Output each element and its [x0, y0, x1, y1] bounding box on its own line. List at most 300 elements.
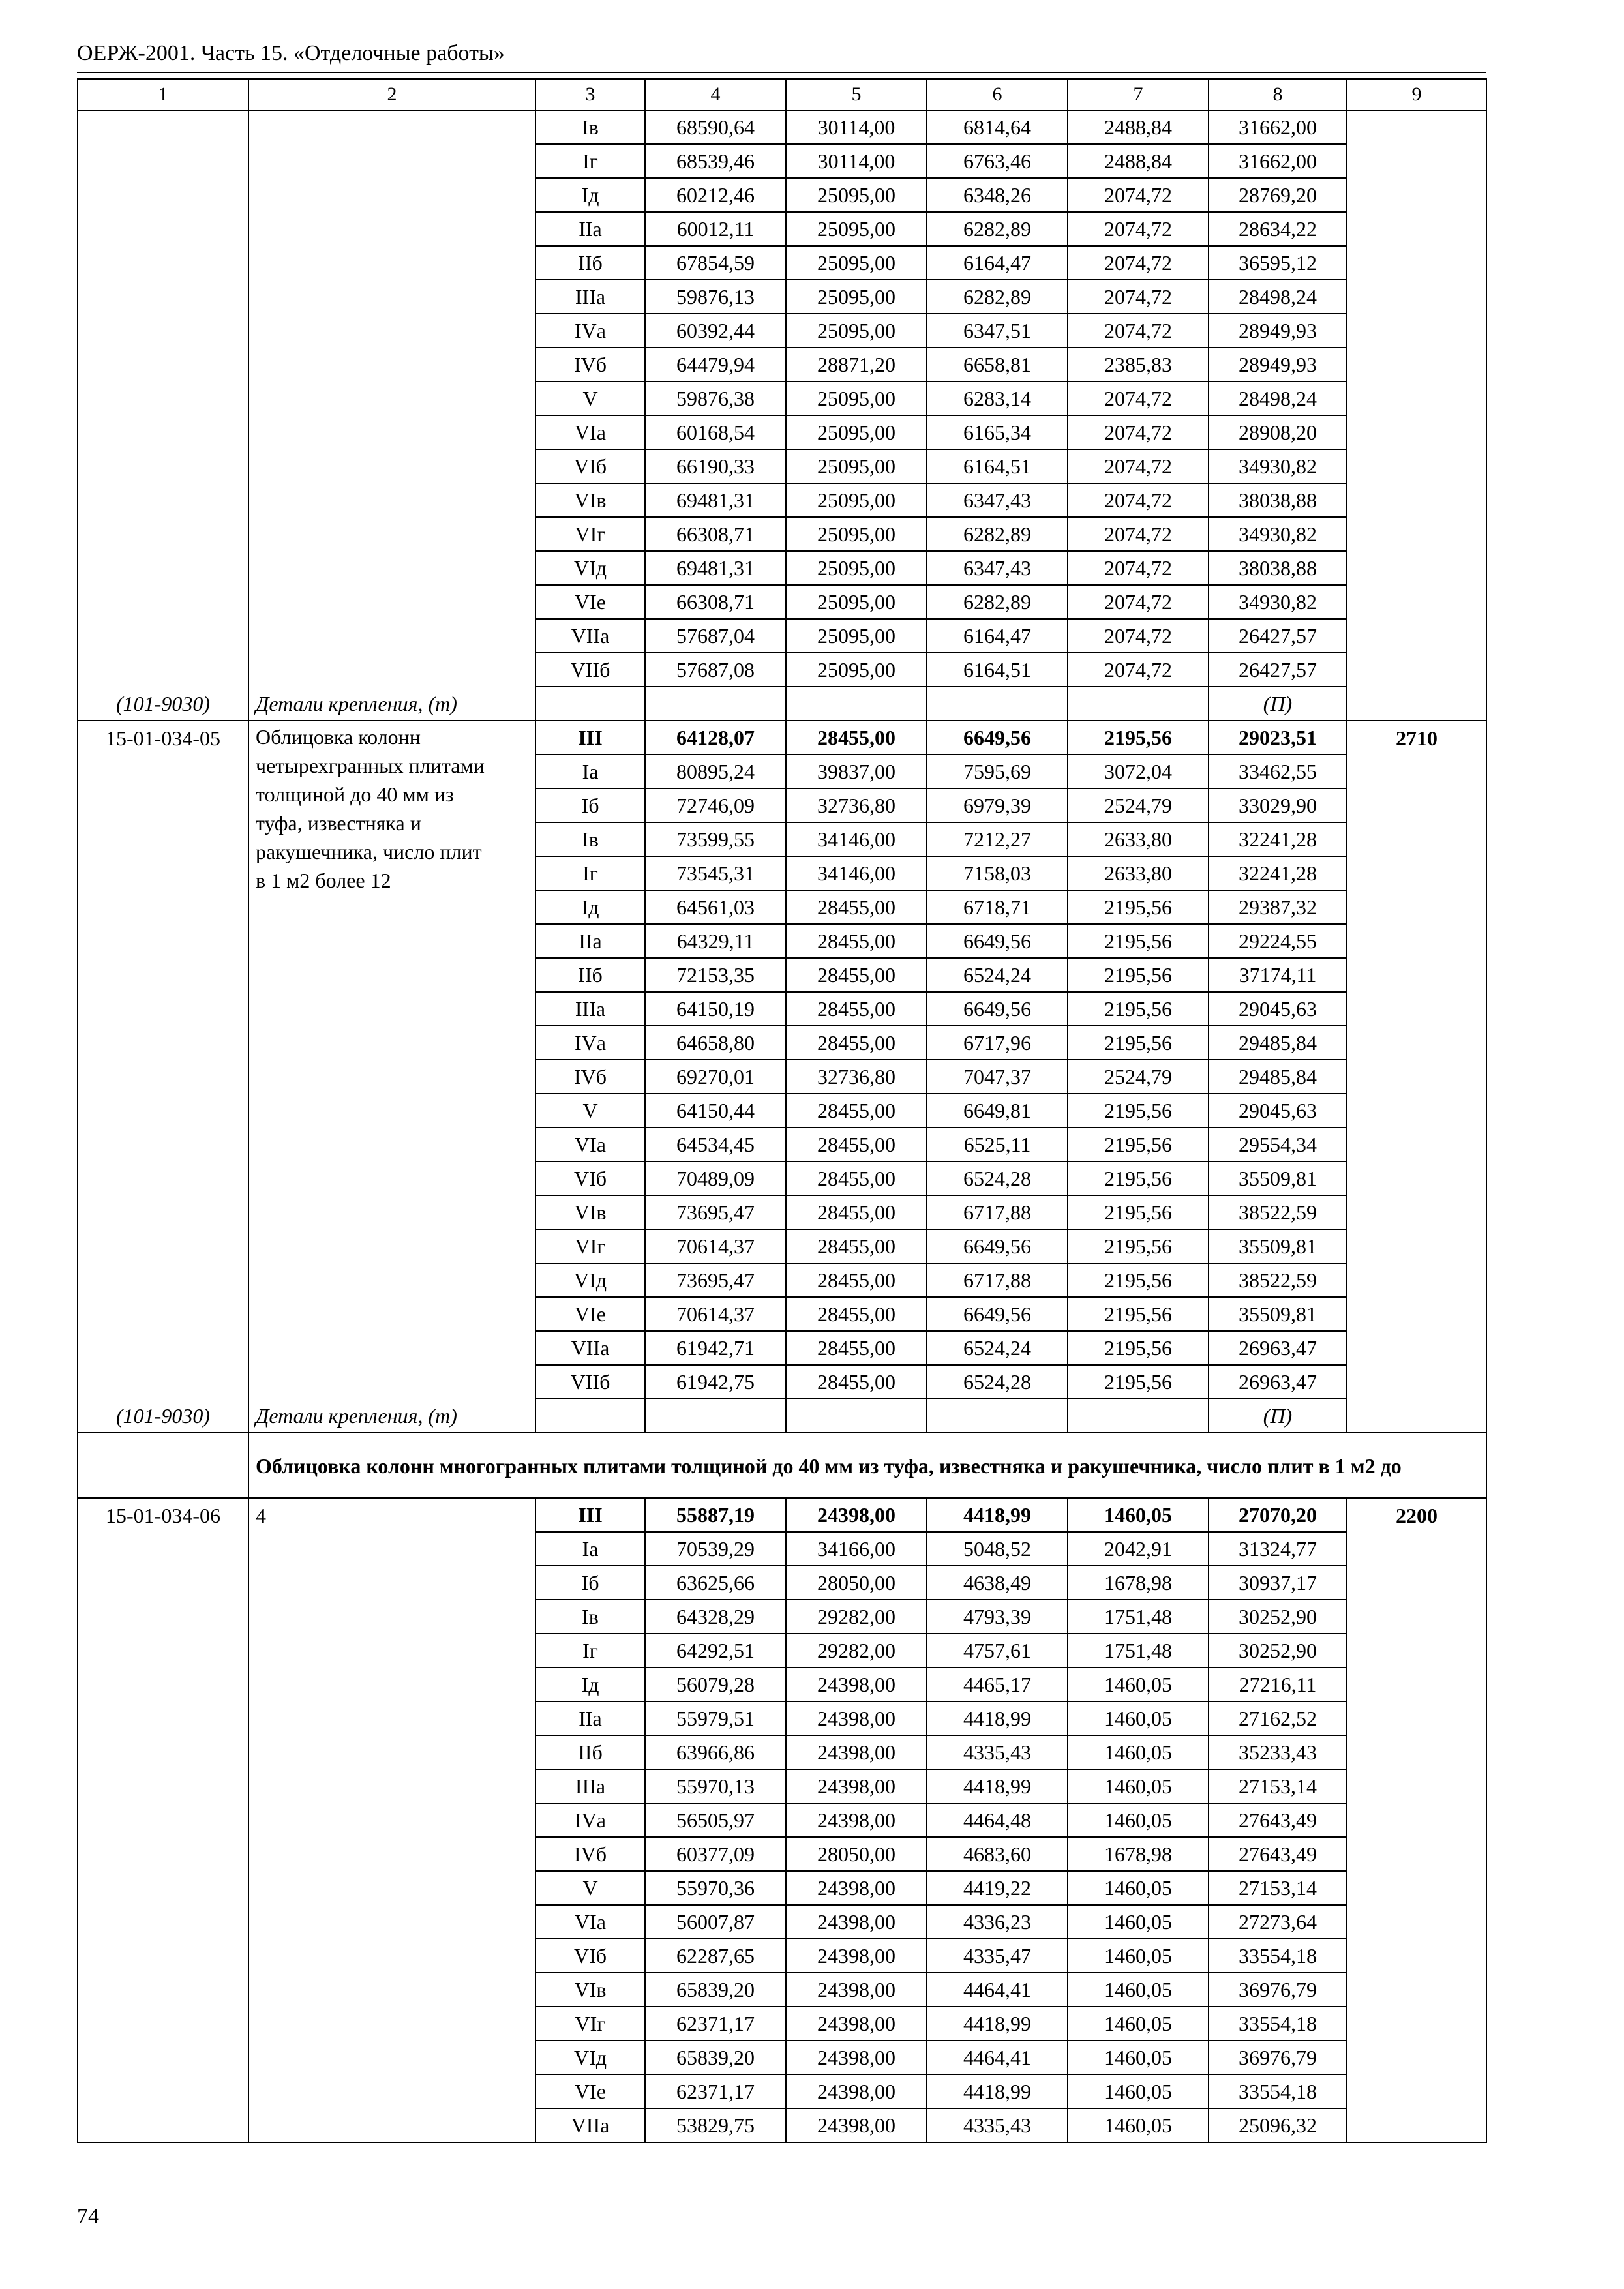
value-cell: 27643,49: [1209, 1803, 1347, 1837]
description-cell: [248, 653, 535, 687]
value-cell: 2074,72: [1068, 449, 1209, 483]
value-cell: 56505,97: [645, 1803, 786, 1837]
value-cell: 6717,88: [927, 1263, 1068, 1297]
column-number: 9: [1347, 79, 1486, 110]
table-row: [78, 924, 1486, 958]
table-row: [78, 1566, 1486, 1600]
code-cell: [78, 212, 248, 246]
description-cell: [248, 212, 535, 246]
column9-cell: [1347, 619, 1486, 653]
value-cell: 2195,56: [1068, 1365, 1209, 1399]
table-row: [78, 1297, 1486, 1331]
code-cell: [78, 415, 248, 449]
region-cell: IIб: [535, 958, 645, 992]
column9-cell: [1347, 1331, 1486, 1365]
value-cell: 25095,00: [786, 314, 927, 348]
value-cell: 65839,20: [645, 1973, 786, 2007]
value-cell: 24398,00: [786, 1973, 927, 2007]
value-cell: 27153,14: [1209, 1769, 1347, 1803]
value-cell: 38522,59: [1209, 1263, 1347, 1297]
value-cell: 24398,00: [786, 1735, 927, 1769]
value-cell: 32241,28: [1209, 822, 1347, 856]
value-cell: 7595,69: [927, 755, 1068, 788]
value-cell: 57687,08: [645, 653, 786, 687]
value-cell: 64658,80: [645, 1026, 786, 1060]
description-cell: [248, 1128, 535, 1161]
value-cell: 72746,09: [645, 788, 786, 822]
description-cell: [248, 1161, 535, 1195]
value-cell: 6348,26: [927, 178, 1068, 212]
value-cell: 24398,00: [786, 2041, 927, 2074]
value-cell: 6649,56: [927, 1297, 1068, 1331]
table-row: [78, 1735, 1486, 1769]
code-cell: [78, 1668, 248, 1701]
value-cell: 35509,81: [1209, 1161, 1347, 1195]
column-number: 1: [78, 79, 248, 110]
value-cell: 28498,24: [1209, 382, 1347, 415]
region-cell: IVа: [535, 314, 645, 348]
region-cell: IIIа: [535, 280, 645, 314]
value-cell: 29282,00: [786, 1634, 927, 1668]
region-cell: Iг: [535, 856, 645, 890]
table-row: [78, 653, 1486, 687]
code-cell: [78, 1735, 248, 1769]
column9-cell: [1347, 1600, 1486, 1634]
value-cell: 28455,00: [786, 1229, 927, 1263]
value-cell: 4418,99: [927, 1498, 1068, 1532]
value-cell: 28634,22: [1209, 212, 1347, 246]
value-cell: 2195,56: [1068, 890, 1209, 924]
description-cell: [248, 178, 535, 212]
column9-cell: [1347, 1026, 1486, 1060]
value-cell: 28455,00: [786, 1195, 927, 1229]
column9-cell: [1347, 1905, 1486, 1939]
fasteners-code: (101-9030): [78, 687, 248, 721]
value-cell: 6525,11: [927, 1128, 1068, 1161]
description-cell: [248, 1837, 535, 1871]
value-cell: 69481,31: [645, 551, 786, 585]
value-cell: 6282,89: [927, 585, 1068, 619]
region-cell: VIв: [535, 483, 645, 517]
description-cell: [248, 110, 535, 144]
section-title: Облицовка колонн многогранных плитами толщиной до 40 мм из туфа, известняка и ракушечника, число плит в 1 м2 до: [248, 1433, 1486, 1498]
value-cell: 64329,11: [645, 924, 786, 958]
value-cell: 33554,18: [1209, 2074, 1347, 2108]
table-row: [78, 110, 1486, 144]
value-cell: 30937,17: [1209, 1566, 1347, 1600]
value-cell: 6524,24: [927, 958, 1068, 992]
value-cell: 33462,55: [1209, 755, 1347, 788]
code-cell: [78, 1297, 248, 1331]
value-cell: 28455,00: [786, 1161, 927, 1195]
value-cell: 55887,19: [645, 1498, 786, 1532]
column9-cell: [1347, 1939, 1486, 1973]
value-cell: 6164,47: [927, 619, 1068, 653]
description-cell: [248, 2007, 535, 2041]
table-row: [78, 1532, 1486, 1566]
value-cell: 1678,98: [1068, 1566, 1209, 1600]
table-row: [78, 2007, 1486, 2041]
value-cell: 59876,38: [645, 382, 786, 415]
code-cell: [78, 2108, 248, 2142]
table-row: [78, 1837, 1486, 1871]
column9-cell: [1347, 1365, 1486, 1399]
value-cell: 2524,79: [1068, 788, 1209, 822]
code-cell: [78, 348, 248, 382]
code-cell: [78, 1365, 248, 1399]
description-cell: [248, 551, 535, 585]
code-cell: [78, 1263, 248, 1297]
value-cell: 28455,00: [786, 1263, 927, 1297]
header-rule: [77, 72, 1486, 73]
value-cell: 38038,88: [1209, 483, 1347, 517]
value-cell: 2524,79: [1068, 1060, 1209, 1094]
table-row: [78, 1871, 1486, 1905]
value-cell: 1460,05: [1068, 1939, 1209, 1973]
value-cell: 6649,56: [927, 992, 1068, 1026]
value-cell: 1460,05: [1068, 2041, 1209, 2074]
description-cell: [248, 382, 535, 415]
column9-cell: [1347, 1094, 1486, 1128]
value-cell: 28949,93: [1209, 348, 1347, 382]
region-cell: Iг: [535, 144, 645, 178]
empty-cell: [78, 1433, 248, 1498]
value-cell: 2488,84: [1068, 144, 1209, 178]
region-cell: IIа: [535, 924, 645, 958]
value-cell: 34146,00: [786, 856, 927, 890]
region-cell: IVа: [535, 1026, 645, 1060]
value-cell: 6164,47: [927, 246, 1068, 280]
column-number: 8: [1209, 79, 1347, 110]
code-cell: 15-01-034-06: [78, 1498, 248, 1532]
value-cell: 34146,00: [786, 822, 927, 856]
value-cell: 60212,46: [645, 178, 786, 212]
value-cell: 24398,00: [786, 1939, 927, 1973]
column9-cell: [1347, 687, 1486, 721]
region-cell: Iд: [535, 178, 645, 212]
table-row: [78, 1026, 1486, 1060]
column9-cell: [1347, 788, 1486, 822]
value-cell: 1460,05: [1068, 1498, 1209, 1532]
code-cell: [78, 992, 248, 1026]
code-cell: [78, 924, 248, 958]
column9-cell: [1347, 382, 1486, 415]
region-cell: IIа: [535, 212, 645, 246]
column9-cell: [1347, 653, 1486, 687]
column9-cell: [1347, 1229, 1486, 1263]
value-cell: 64150,44: [645, 1094, 786, 1128]
description-cell: [248, 2108, 535, 2142]
table-row: [78, 551, 1486, 585]
code-cell: 15-01-034-05: [78, 721, 248, 755]
value-cell: 6283,14: [927, 382, 1068, 415]
value-cell: 25095,00: [786, 449, 927, 483]
value-cell: 25095,00: [786, 246, 927, 280]
value-cell: 28498,24: [1209, 280, 1347, 314]
column9-cell: [1347, 958, 1486, 992]
value-cell: 64328,29: [645, 1600, 786, 1634]
table-row: [78, 1803, 1486, 1837]
code-cell: [78, 755, 248, 788]
description-cell: [248, 1026, 535, 1060]
value-cell: 28949,93: [1209, 314, 1347, 348]
value-cell: 25095,00: [786, 382, 927, 415]
value-cell: 63966,86: [645, 1735, 786, 1769]
value-cell: 55979,51: [645, 1701, 786, 1735]
value-cell: 25095,00: [786, 212, 927, 246]
code-cell: [78, 1837, 248, 1871]
value-cell: 57687,04: [645, 619, 786, 653]
value-cell: 6649,56: [927, 721, 1068, 755]
value-cell: 4335,43: [927, 2108, 1068, 2142]
column9-cell: [1347, 992, 1486, 1026]
value-cell: 2195,56: [1068, 1128, 1209, 1161]
description-cell: [248, 517, 535, 551]
fasteners-row: [78, 687, 1486, 721]
code-cell: [78, 1905, 248, 1939]
value-cell: 69481,31: [645, 483, 786, 517]
description-cell: [248, 1229, 535, 1263]
empty-cell: [535, 1399, 645, 1433]
value-cell: 26963,47: [1209, 1365, 1347, 1399]
value-cell: 6814,64: [927, 110, 1068, 144]
value-cell: 60392,44: [645, 314, 786, 348]
description-text: Облицовка колонн четырехгранных плитами толщиной до 40 мм из туфа, известняка и ракушечника, число плит в 1 м2 более 12: [256, 725, 485, 892]
description-cell: [248, 1769, 535, 1803]
column9-cell: [1347, 1973, 1486, 2007]
description-cell: [248, 1803, 535, 1837]
column9-cell: [1347, 314, 1486, 348]
region-cell: VIIа: [535, 619, 645, 653]
code-cell: [78, 246, 248, 280]
value-cell: 2195,56: [1068, 721, 1209, 755]
page-number: 74: [77, 2204, 99, 2228]
value-cell: 34930,82: [1209, 585, 1347, 619]
document-header: ОЕРЖ-2001. Часть 15. «Отделочные работы»: [77, 41, 505, 65]
value-cell: 62371,17: [645, 2007, 786, 2041]
description-cell: [248, 1871, 535, 1905]
table-row: [78, 144, 1486, 178]
table-row: [78, 314, 1486, 348]
column9-cell: [1347, 755, 1486, 788]
column9-cell: [1347, 924, 1486, 958]
region-cell: VIIб: [535, 1365, 645, 1399]
value-cell: 1460,05: [1068, 1871, 1209, 1905]
value-cell: 36595,12: [1209, 246, 1347, 280]
value-cell: 27070,20: [1209, 1498, 1347, 1532]
value-cell: 6282,89: [927, 280, 1068, 314]
code-cell: [78, 1128, 248, 1161]
value-cell: 72153,35: [645, 958, 786, 992]
value-cell: 4336,23: [927, 1905, 1068, 1939]
value-cell: 4418,99: [927, 2074, 1068, 2108]
region-cell: Iа: [535, 1532, 645, 1566]
value-cell: 2074,72: [1068, 212, 1209, 246]
region-cell: Iв: [535, 110, 645, 144]
column9-cell: [1347, 1803, 1486, 1837]
value-cell: 2633,80: [1068, 822, 1209, 856]
value-cell: 2074,72: [1068, 382, 1209, 415]
table-row: [78, 1939, 1486, 1973]
description-cell: [248, 992, 535, 1026]
value-cell: 2074,72: [1068, 314, 1209, 348]
region-cell: Iв: [535, 1600, 645, 1634]
description-cell: [248, 1973, 535, 2007]
column9-cell: [1347, 280, 1486, 314]
region-cell: VIд: [535, 1263, 645, 1297]
column9-cell: [1347, 1532, 1486, 1566]
column9-cell: [1347, 246, 1486, 280]
table-row: [78, 1161, 1486, 1195]
value-cell: 28455,00: [786, 958, 927, 992]
region-cell: VIг: [535, 2007, 645, 2041]
value-cell: 6649,56: [927, 1229, 1068, 1263]
code-cell: [78, 1803, 248, 1837]
table-row: [78, 1769, 1486, 1803]
value-cell: 6347,43: [927, 551, 1068, 585]
region-cell: Iд: [535, 1668, 645, 1701]
value-cell: 25095,00: [786, 415, 927, 449]
value-cell: 24398,00: [786, 1498, 927, 1532]
table-row: [78, 1229, 1486, 1263]
code-cell: [78, 1701, 248, 1735]
value-cell: 69270,01: [645, 1060, 786, 1094]
value-cell: 6164,51: [927, 449, 1068, 483]
column9-cell: [1347, 2108, 1486, 2142]
column9-cell: [1347, 2007, 1486, 2041]
region-cell: VIа: [535, 1905, 645, 1939]
column9-cell: [1347, 585, 1486, 619]
table-row: [78, 449, 1486, 483]
description-cell: [248, 1297, 535, 1331]
value-cell: 4465,17: [927, 1668, 1068, 1701]
column9-cell: [1347, 110, 1486, 144]
column9-cell: [1347, 517, 1486, 551]
empty-cell: [1068, 687, 1209, 721]
value-cell: 33554,18: [1209, 1939, 1347, 1973]
table-row: [78, 1263, 1486, 1297]
region-cell: VIг: [535, 1229, 645, 1263]
value-cell: 68539,46: [645, 144, 786, 178]
region-cell: V: [535, 382, 645, 415]
value-cell: 24398,00: [786, 2007, 927, 2041]
value-cell: 25095,00: [786, 483, 927, 517]
value-cell: 24398,00: [786, 1871, 927, 1905]
value-cell: 24398,00: [786, 1905, 927, 1939]
value-cell: 60012,11: [645, 212, 786, 246]
value-cell: 1460,05: [1068, 1905, 1209, 1939]
region-cell: VIIа: [535, 1331, 645, 1365]
region-cell: VIд: [535, 2041, 645, 2074]
value-cell: 38038,88: [1209, 551, 1347, 585]
table-row: [78, 483, 1486, 517]
value-cell: 1460,05: [1068, 2074, 1209, 2108]
empty-cell: [645, 1399, 786, 1433]
value-cell: 33554,18: [1209, 2007, 1347, 2041]
value-cell: 28455,00: [786, 992, 927, 1026]
value-cell: 1460,05: [1068, 1735, 1209, 1769]
value-cell: 28908,20: [1209, 415, 1347, 449]
description-cell: [248, 1634, 535, 1668]
section-heading-row: [78, 1433, 1486, 1498]
table-row: [78, 280, 1486, 314]
value-cell: 1460,05: [1068, 1701, 1209, 1735]
value-cell: 2074,72: [1068, 585, 1209, 619]
code-cell: [78, 314, 248, 348]
value-cell: 4638,49: [927, 1566, 1068, 1600]
value-cell: 2195,56: [1068, 1161, 1209, 1195]
value-cell: 28455,00: [786, 890, 927, 924]
value-cell: 24398,00: [786, 1701, 927, 1735]
table-row: [78, 585, 1486, 619]
region-cell: VIе: [535, 585, 645, 619]
column9-cell: [1347, 1668, 1486, 1701]
region-cell: VIг: [535, 517, 645, 551]
value-cell: 7212,27: [927, 822, 1068, 856]
value-cell: 60168,54: [645, 415, 786, 449]
region-cell: Iг: [535, 1634, 645, 1668]
column9-cell: [1347, 1297, 1486, 1331]
region-cell: IVа: [535, 1803, 645, 1837]
description-cell: [248, 1701, 535, 1735]
value-cell: 2042,91: [1068, 1532, 1209, 1566]
code-cell: [78, 110, 248, 144]
value-cell: 25095,00: [786, 551, 927, 585]
value-cell: 64479,94: [645, 348, 786, 382]
column-number-row: [78, 79, 1486, 110]
value-cell: 29224,55: [1209, 924, 1347, 958]
empty-cell: [645, 687, 786, 721]
region-cell: VIв: [535, 1973, 645, 2007]
value-cell: 29023,51: [1209, 721, 1347, 755]
value-cell: 4335,43: [927, 1735, 1068, 1769]
code-cell: [78, 551, 248, 585]
description-cell: [248, 314, 535, 348]
value-cell: 28871,20: [786, 348, 927, 382]
value-cell: 28455,00: [786, 1365, 927, 1399]
column9-cell: [1347, 348, 1486, 382]
description-cell: [248, 483, 535, 517]
code-cell: [78, 449, 248, 483]
column9-cell: [1347, 1161, 1486, 1195]
value-cell: 27162,52: [1209, 1701, 1347, 1735]
column9-cell: [1347, 2041, 1486, 2074]
value-cell: 2195,56: [1068, 1331, 1209, 1365]
table-row: [78, 992, 1486, 1026]
value-cell: 38522,59: [1209, 1195, 1347, 1229]
value-cell: 2074,72: [1068, 178, 1209, 212]
fasteners-code: (101-9030): [78, 1399, 248, 1433]
table-row: [78, 517, 1486, 551]
value-cell: 6649,81: [927, 1094, 1068, 1128]
region-cell: VIб: [535, 1161, 645, 1195]
region-cell: Iа: [535, 755, 645, 788]
code-cell: [78, 890, 248, 924]
column9-cell: [1347, 212, 1486, 246]
value-cell: 66190,33: [645, 449, 786, 483]
region-cell: III: [535, 1498, 645, 1532]
value-cell: 2195,56: [1068, 992, 1209, 1026]
value-cell: 2074,72: [1068, 246, 1209, 280]
value-cell: 25096,32: [1209, 2108, 1347, 2142]
code-cell: [78, 822, 248, 856]
value-cell: 6347,43: [927, 483, 1068, 517]
code-cell: [78, 619, 248, 653]
table-row: [78, 178, 1486, 212]
region-cell: VIIа: [535, 2108, 645, 2142]
value-cell: 4793,39: [927, 1600, 1068, 1634]
description-cell: [248, 1735, 535, 1769]
